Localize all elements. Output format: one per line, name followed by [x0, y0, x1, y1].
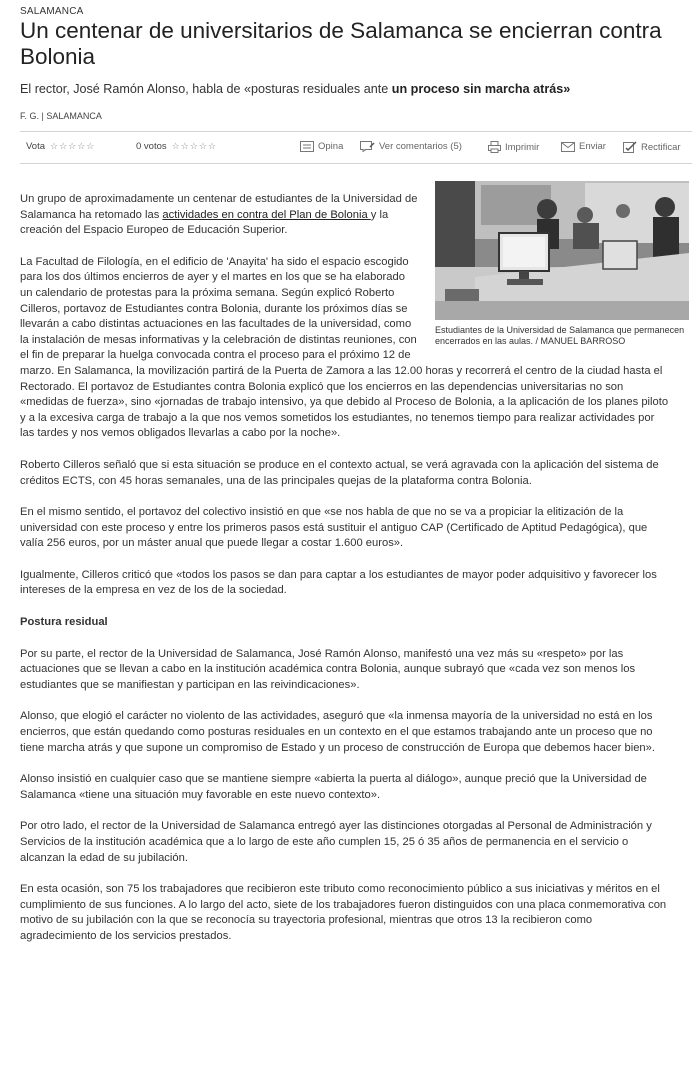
bolonia-activities-link[interactable]: actividades en contra del Plan de Bolonia	[162, 208, 371, 221]
p1-text-start: Un grupo de aproximadamente un centenar de estudiantes de la Universidad de Salamanca ha retomado las	[20, 193, 418, 221]
subtitle-text: El rector, José Ramón Alonso, habla de «posturas residuales ante	[20, 82, 392, 96]
send-button[interactable]	[561, 141, 606, 152]
article-body	[20, 192, 670, 961]
paragraph-10: En esta ocasión, son 75 los trabajadores que recibieron este tributo como reconocimiento público a sus iniciativas y méritos en el cumplimiento de sus funciones. A lo largo del acto, siete de los trabajadores fueron distinguidos con una placa conmemorativa con motivo de su jubilación con la que se reconocía su trayectoria profesional, mientras que otros 13 la recibieron como agradecimiento de los servicios prestados.	[20, 883, 667, 942]
subheading: Postura residual	[20, 616, 108, 629]
envelope-icon	[561, 142, 575, 152]
comments-button[interactable]	[360, 141, 462, 152]
rectify-icon	[623, 141, 637, 153]
toolbar-bottom-rule	[20, 163, 692, 164]
votes-count	[136, 141, 217, 152]
paragraph-4: En el mismo sentido, el portavoz del colectivo insistió en que «se nos habla de que no se va a propiciar la elitización de la universidad con este proceso y entre los primeros pasos está sustituir el antiguo CAP (Certificado de Aptitud Pedagógica), que valía 256 euros, por un máster anual que puede llegar a costar 1.600 euros».	[20, 506, 648, 550]
comments-icon	[360, 141, 375, 152]
print-button[interactable]	[488, 141, 539, 153]
paragraph-8: Alonso insistió en cualquier caso que se mantiene siempre «abierta la puerta al diálogo», aunque preció que la Universidad de Salamanca «tiene una situación muy favorable en este nuevo contexto».	[20, 773, 647, 801]
print-label: Imprimir	[505, 141, 540, 153]
opina-button[interactable]	[300, 141, 343, 152]
paragraph-9: Por otro lado, el rector de la Universidad de Salamanca entregó ayer las distinciones otorgadas al Personal de Administración y Servicios de la institución académica que a lo largo de este año cumplen 15, 25 ó 35 años de permanencia en el servicio o alcanzan la edad de su jubilación.	[20, 820, 652, 864]
headline: Un centenar de universitarios de Salamanca se encierran contra Bolonia	[20, 18, 662, 69]
byline: F. G. | SALAMANCA	[20, 111, 102, 121]
vota-label: Vota	[26, 141, 46, 152]
rating-stars-icon[interactable]: ☆☆☆☆☆	[50, 141, 96, 151]
votes-label: 0 votos	[136, 141, 167, 152]
float-spacer	[420, 173, 670, 363]
p1-text-end: y la creación del Espacio Europeo de Educación Superior.	[20, 208, 389, 237]
send-label: Enviar	[579, 141, 606, 152]
section-label[interactable]: SALAMANCA	[20, 6, 84, 17]
rectify-button[interactable]	[623, 141, 681, 153]
article-toolbar	[20, 141, 692, 157]
photo-caption: Estudiantes de la Universidad de Salamanca que permanecen encerrados en las aulas. / MANUEL BARROSO	[435, 325, 685, 347]
paragraph-5: Igualmente, Cilleros criticó que «todos los pasos se dan para captar a los estudiantes de mayor poder adquisitivo y favorecer los intereses de la empresa en vez de los de la sociedad.	[20, 568, 657, 597]
toolbar-top-rule	[20, 131, 692, 132]
print-icon	[488, 141, 501, 153]
opina-label: Opina	[318, 141, 344, 152]
p2-text: La Facultad de Filología, en el edificio de 'Anayita' ha sido el espacio escogido para los dos últimos encierros de ayer y el martes en los que se ha elaborado un calendario de protestas para la próxima semana. Según explicó Roberto Cilleros, portavoz de Estudiantes contra Bolonia, durante los próximos días se llevarán a cabo distintas actuaciones en las facultades de la universidad, como la instalación de mesas informativas y la celebración de distintas reuniones, con el fin de preparar la huelga convocada contra el proceso para el próximo 12 de marzo. En Salamanca, la movilización partirá de la Puerta de Zamora a las 12.00 horas y recorrerá el centro de la ciudad hasta el Rectorado. El portavoz de Estudiantes contra Bolonia explicó que los encierros en las dependencias universitarias no son «medidas de fuerza», sino «jornadas de trabajo intensivo, ya que debido al Proceso de Bolonia, a la aplicación de los planes piloto y a la excesiva carga de trabajo a la que nos vemos sometidos los estudiantes, no tenemos tiempo para realizar actividades por las tardes y nos vemos obligados llevarlas a cabo por la noche».	[20, 255, 669, 440]
vote-widget[interactable]	[26, 141, 95, 152]
subtitle-bold: un proceso sin marcha atrás»	[391, 82, 571, 96]
paragraph-6: Por su parte, el rector de la Universidad de Salamanca, José Ramón Alonso, manifestó una vez más su «respeto» por las actuaciones que se llevan a cabo en la institución académica contra Bolonia, aunque subrayó que «cada vez son menos los estudiantes que se manifiestan y participan en las reivindicaciones».	[20, 647, 636, 691]
paragraph-3: Roberto Cilleros señaló que si esta situación se produce en el contexto actual, se verá agravada con la aplicación del sistema de créditos ECTS, con 45 horas semanales, una de las principales quejas de la plataforma contra Bolonia.	[20, 458, 659, 487]
paragraph-7: Alonso, que elogió el carácter no violento de las actividades, aseguró que «la inmensa mayoría de la universidad no está en los encierros, que están quedando como posturas residuales en un contexto en el que estamos trabajando ante un proceso que no tiene marcha atrás y que supone un compromiso de Estado y un proceso de construcción de Europa que debemos hacer bien».	[20, 710, 655, 754]
subtitle	[20, 82, 692, 96]
paragraph-2	[20, 255, 670, 442]
comments-label: Ver comentarios (5)	[379, 141, 462, 152]
rectify-label: Rectificar	[641, 141, 681, 153]
votes-stars-icon: ☆☆☆☆☆	[171, 141, 217, 151]
opina-icon	[300, 141, 314, 152]
